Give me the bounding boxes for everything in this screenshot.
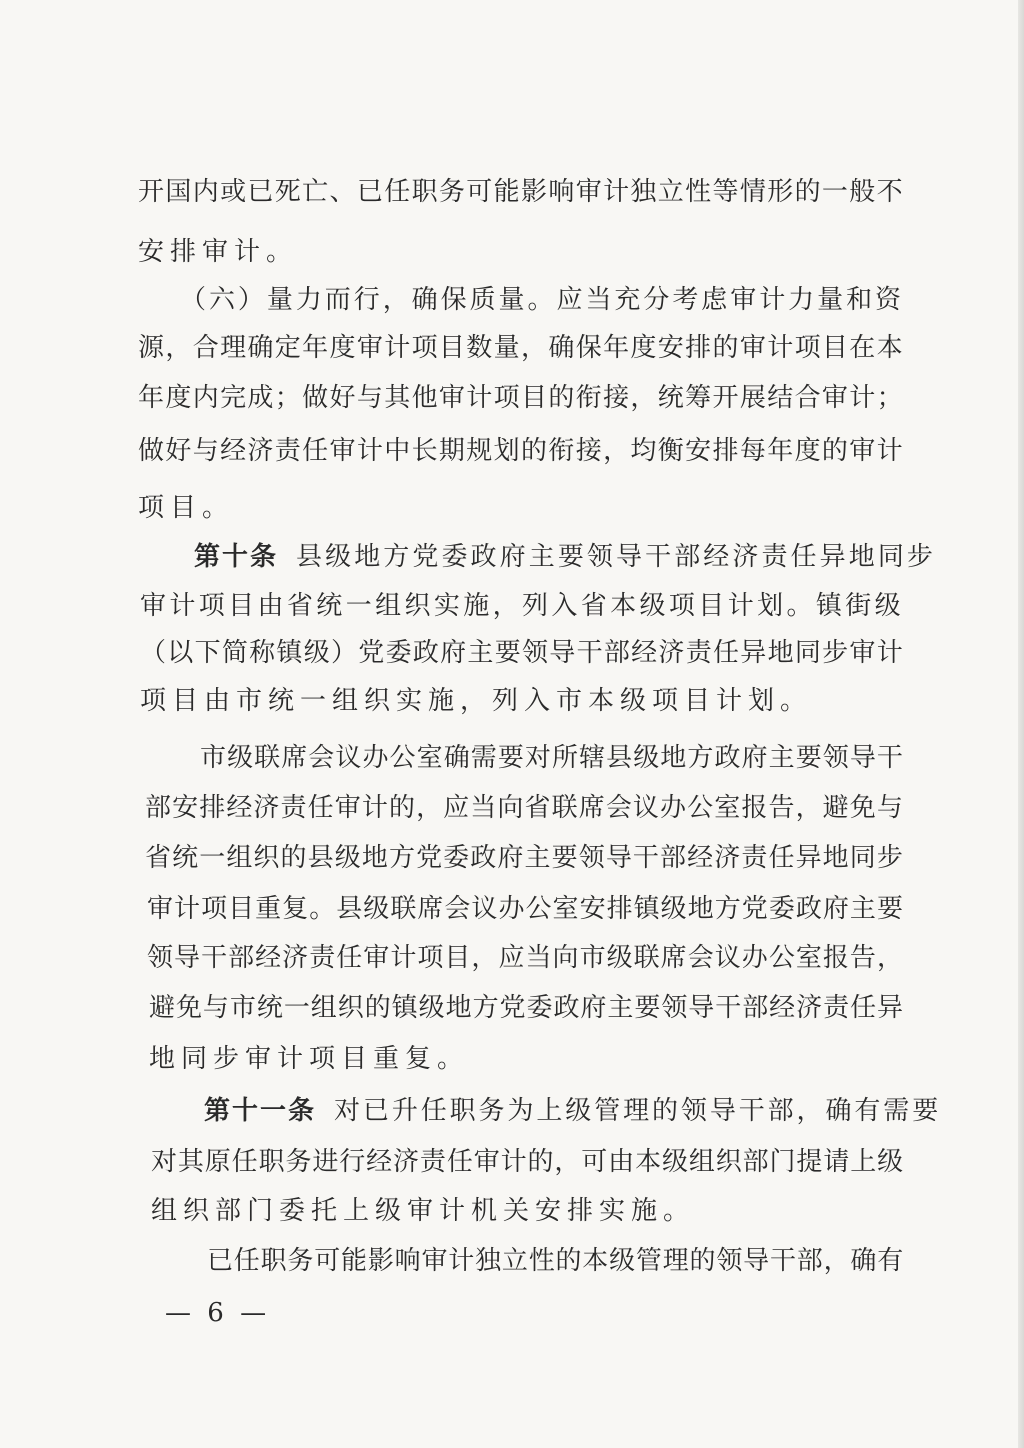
text-line-20: 对其原任职务进行经济责任审计的，可由本级组织部门提请上级: [151, 1147, 905, 1177]
article-10-text: 县级地方党委政府主要领导干部经济责任异地同步: [296, 542, 937, 572]
text-line-11: 项目由市统一组织实施，列入市本级项目计划。: [140, 686, 813, 716]
text-line-5: 年度内完成；做好与其他审计项目的衔接，统筹开展结合审计；: [138, 383, 905, 413]
text-line-10: （以下简称镇级）党委政府主要领导干部经济责任异地同步审计: [140, 638, 905, 668]
text-line-18: 地同步审计项目重复。: [149, 1044, 470, 1074]
text-line-14: 省统一组织的县级地方党委政府主要领导干部经济责任异地同步: [145, 843, 905, 873]
text-line-15: 审计项目重复。县级联席会议办公室安排镇级地方党委政府主要: [147, 894, 905, 924]
text-line-16: 领导干部经济责任审计项目，应当向市级联席会议办公室报告，: [147, 943, 905, 973]
text-line-7: 项目。: [138, 493, 235, 523]
article-10-heading: 第十条: [194, 542, 279, 572]
text-line-12: 市级联席会议办公室确需要对所辖县级地方政府主要领导干: [200, 743, 905, 773]
text-line-3: （六）量力而行，确保质量。应当充分考虑审计力量和资: [180, 285, 905, 315]
text-line-21: 组织部门委托上级审计机关安排实施。: [151, 1196, 696, 1226]
text-line-17: 避免与市统一组织的镇级地方党委政府主要领导干部经济责任异: [149, 993, 905, 1023]
article-10-line: [194, 541, 936, 573]
text-line-4: 源，合理确定年度审计项目数量，确保年度安排的审计项目在本: [138, 333, 905, 363]
page-edge-shadow: [1018, 0, 1024, 1448]
text-line-22: 已任职务可能影响审计独立性的本级管理的领导干部，确有: [207, 1246, 905, 1276]
text-line-6: 做好与经济责任审计中长期规划的衔接，均衡安排每年度的审计: [138, 436, 905, 466]
text-line-2: 安排审计。: [138, 237, 299, 267]
text-line-13: 部安排经济责任审计的，应当向省联席会议办公室报告，避免与: [145, 793, 905, 823]
article-11-heading: 第十一条: [204, 1096, 317, 1126]
article-11-line: [204, 1095, 941, 1127]
page-number: — 6 —: [165, 1298, 271, 1328]
text-line-1: 开国内或已死亡、已任职务可能影响审计独立性等情形的一般不: [138, 177, 905, 207]
text-line-9: 审计项目由省统一组织实施，列入省本级项目计划。镇街级: [140, 591, 905, 621]
article-11-text: 对已升任职务为上级管理的领导干部，确有需要: [334, 1096, 942, 1126]
